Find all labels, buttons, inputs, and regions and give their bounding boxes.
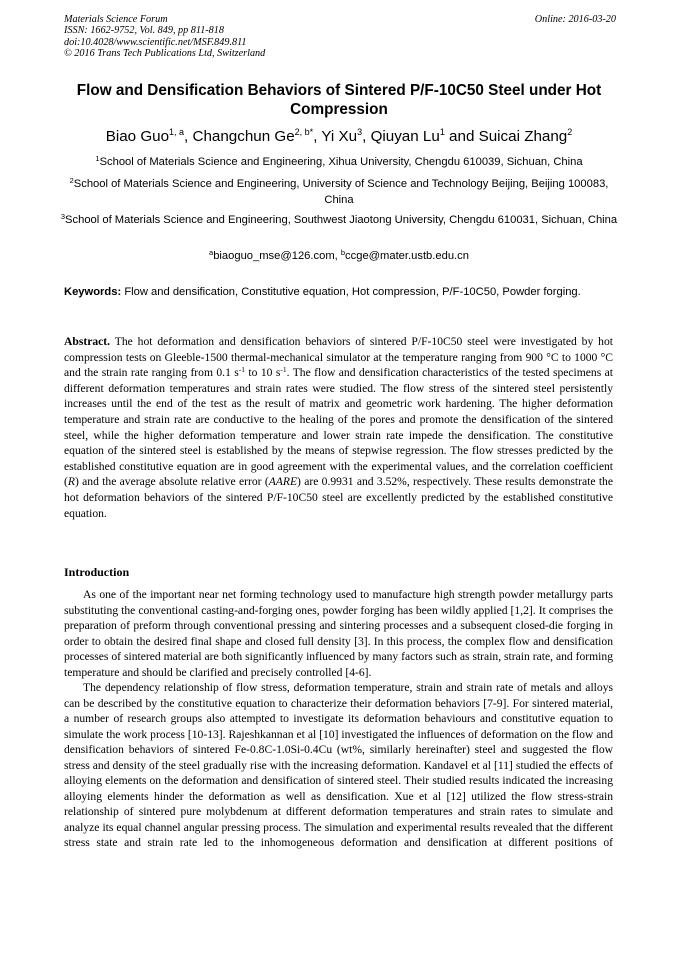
email-separator: , xyxy=(334,250,341,262)
author-affil-sup: 2 xyxy=(567,127,573,137)
affiliation-sup: 2 xyxy=(69,176,74,185)
author-affil-sup: 3 xyxy=(357,127,363,137)
intro-paragraph: As one of the important near net forming technology used to manufacture high strength powder metallurgy parts substituting the conventional casting-and-forging ones, powder forging has been wildly applied [1,2]. It comprises the preparation of preform through conventional pressing and sintering processes and a subsequent closed-die forging in order to obtain the desired final shape and closed full density [3]. In this process, the complex flow and densification processes of sintered material are both significantly influenced by many factors such as strain, strain rate, and forming temperature and should be clarified and precisely controlled [4-6]. xyxy=(64,588,613,679)
author-name: Changchun Ge xyxy=(192,128,295,145)
affiliation-text: School of Materials Science and Engineering, Southwest Jiaotong University, Chengdu 610031, Sichuan, China xyxy=(65,214,618,226)
author-affil-sup: 1 xyxy=(439,127,445,137)
email-a[interactable]: biaoguo_mse@126.com xyxy=(213,250,335,262)
intro-paragraph: The dependency relationship of flow stress, deformation temperature, strain and strain rate of metals and alloys can be described by the constitutive equation to characterize their deformation behaviors [7-9]. For sintered material, a number of research groups also attempted to investigate its deformation behaviours and constitutive equation to simulate the work process [10-13]. Rajeshkannan et al [10] investigated the influences of deformation on the flow and densification behaviors of sintered Fe-0.8C-1.0Si-0.4Cu (wt%, similarly hereinafter) steel and suggested the flow stress and density of the steel gradually rise with the increasing deformation. Kandavel et al [11] studied the effects of alloying elements on the deformation and densification of sintered steel. Their studied results indicated the increasing alloying elements hinder the deformation as well as densification. Xue et al [12] utilized the flow stress-strain relationship of sintered pure molybdenum at different deformation temperatures and strain rates to simulate and analyze its equal channel angular pressing process. The simulation and experimental results revealed that the different stress state and strain rate led to the inhomogeneous deformation and densification at different positions of xyxy=(64,681,613,849)
section-heading-introduction: Introduction xyxy=(64,565,130,579)
introduction-body xyxy=(64,587,613,851)
abstract-symbol-r: R xyxy=(67,475,75,489)
email-sup: a xyxy=(209,248,214,257)
author-separator: , xyxy=(362,128,371,145)
affiliation-1 xyxy=(58,155,620,171)
affiliation-sup: 1 xyxy=(95,154,100,163)
email-b[interactable]: ccge@mater.ustb.edu.cn xyxy=(345,250,469,262)
issn-line: ISSN: 1662-9752, Vol. 849, pp 811-818 xyxy=(64,25,224,37)
paper-title: Flow and Densification Behaviors of Sintered P/F-10C50 Steel under Hot Compression xyxy=(76,82,602,118)
author-name: Qiuyan Lu xyxy=(370,128,440,145)
journal-header xyxy=(64,14,265,59)
online-date: Online: 2016-03-20 xyxy=(534,14,616,25)
author-name: Biao Guo xyxy=(105,128,170,145)
affiliation-text: School of Materials Science and Engineering, Xihua University, Chengdu 610039, Sichuan, China xyxy=(99,156,583,168)
author-separator: , xyxy=(184,128,193,145)
abstract-text: ) are 0.9931 and 3.52%, respectively. These results demonstrate the hot deformation behaviors of the sintered P/F-10C50 steel are excellently predicted by the established constitutive equation. xyxy=(64,475,613,520)
author-affil-sup: 2, b* xyxy=(294,127,314,137)
keywords-text: Flow and densification, Constitutive equation, Hot compression, P/F-10C50, Powder forging. xyxy=(124,286,581,298)
author-name: Yi Xu xyxy=(321,128,358,145)
abstract-text: . The flow and densification characteristics of the tested specimens at different deformation temperatures and strain rates were studied. The flow stress of the sintered steel persistently increases until the end of the test as the result of matrix and geometric work hardening. The higher deformation temperature and strain rate are conductive to the healing of the pores and promote the densification of the sintered steel, while the higher deformation temperature and lower strain rate impede the densification. The constitutive equation of the sintered steel is established by the means of stepwise regression. The flow stresses predicted by the established constitutive equation are in good agreement with the experimental values, and the correlation coefficient ( xyxy=(64,366,613,489)
affiliation-text: School of Materials Science and Engineering, University of Science and Technology Beijing, Beijing 100083, China xyxy=(73,178,609,206)
doi-line[interactable]: doi:10.4028/www.scientific.net/MSF.849.811 xyxy=(64,36,247,48)
author-list xyxy=(40,128,638,146)
email-line xyxy=(58,249,620,264)
abstract-text: The hot deformation and densification behaviors of sintered P/F-10C50 steel were investigated by hot compression tests on Gleeble-1500 thermal-mechanical simulator at the temperature ranging from 900 °C to 1000 °C and the strain rate ranging from 0.1 s xyxy=(64,335,613,380)
affiliation-2 xyxy=(58,177,620,209)
abstract xyxy=(64,334,613,521)
keywords-label: Keywords: xyxy=(64,286,122,298)
keywords xyxy=(64,285,613,301)
email-sup: b xyxy=(340,248,346,257)
journal-name: Materials Science Forum xyxy=(64,14,168,25)
abstract-symbol-aare: AARE xyxy=(268,475,298,489)
author-affil-sup: 1, a xyxy=(169,127,185,137)
affiliation-sup: 3 xyxy=(60,212,66,221)
affiliation-3 xyxy=(58,213,620,229)
abstract-sup: -1 xyxy=(280,365,287,375)
author-separator: , xyxy=(313,128,322,145)
abstract-text: to 10 s xyxy=(245,366,281,380)
abstract-label: Abstract. xyxy=(64,335,111,348)
copyright-line: © 2016 Trans Tech Publications Ltd, Switzerland xyxy=(64,47,266,59)
author-separator: and xyxy=(444,128,479,145)
abstract-text: ) and the average absolute relative error ( xyxy=(74,475,269,489)
abstract-sup: -1 xyxy=(238,365,246,375)
author-name: Suicai Zhang xyxy=(478,128,568,145)
